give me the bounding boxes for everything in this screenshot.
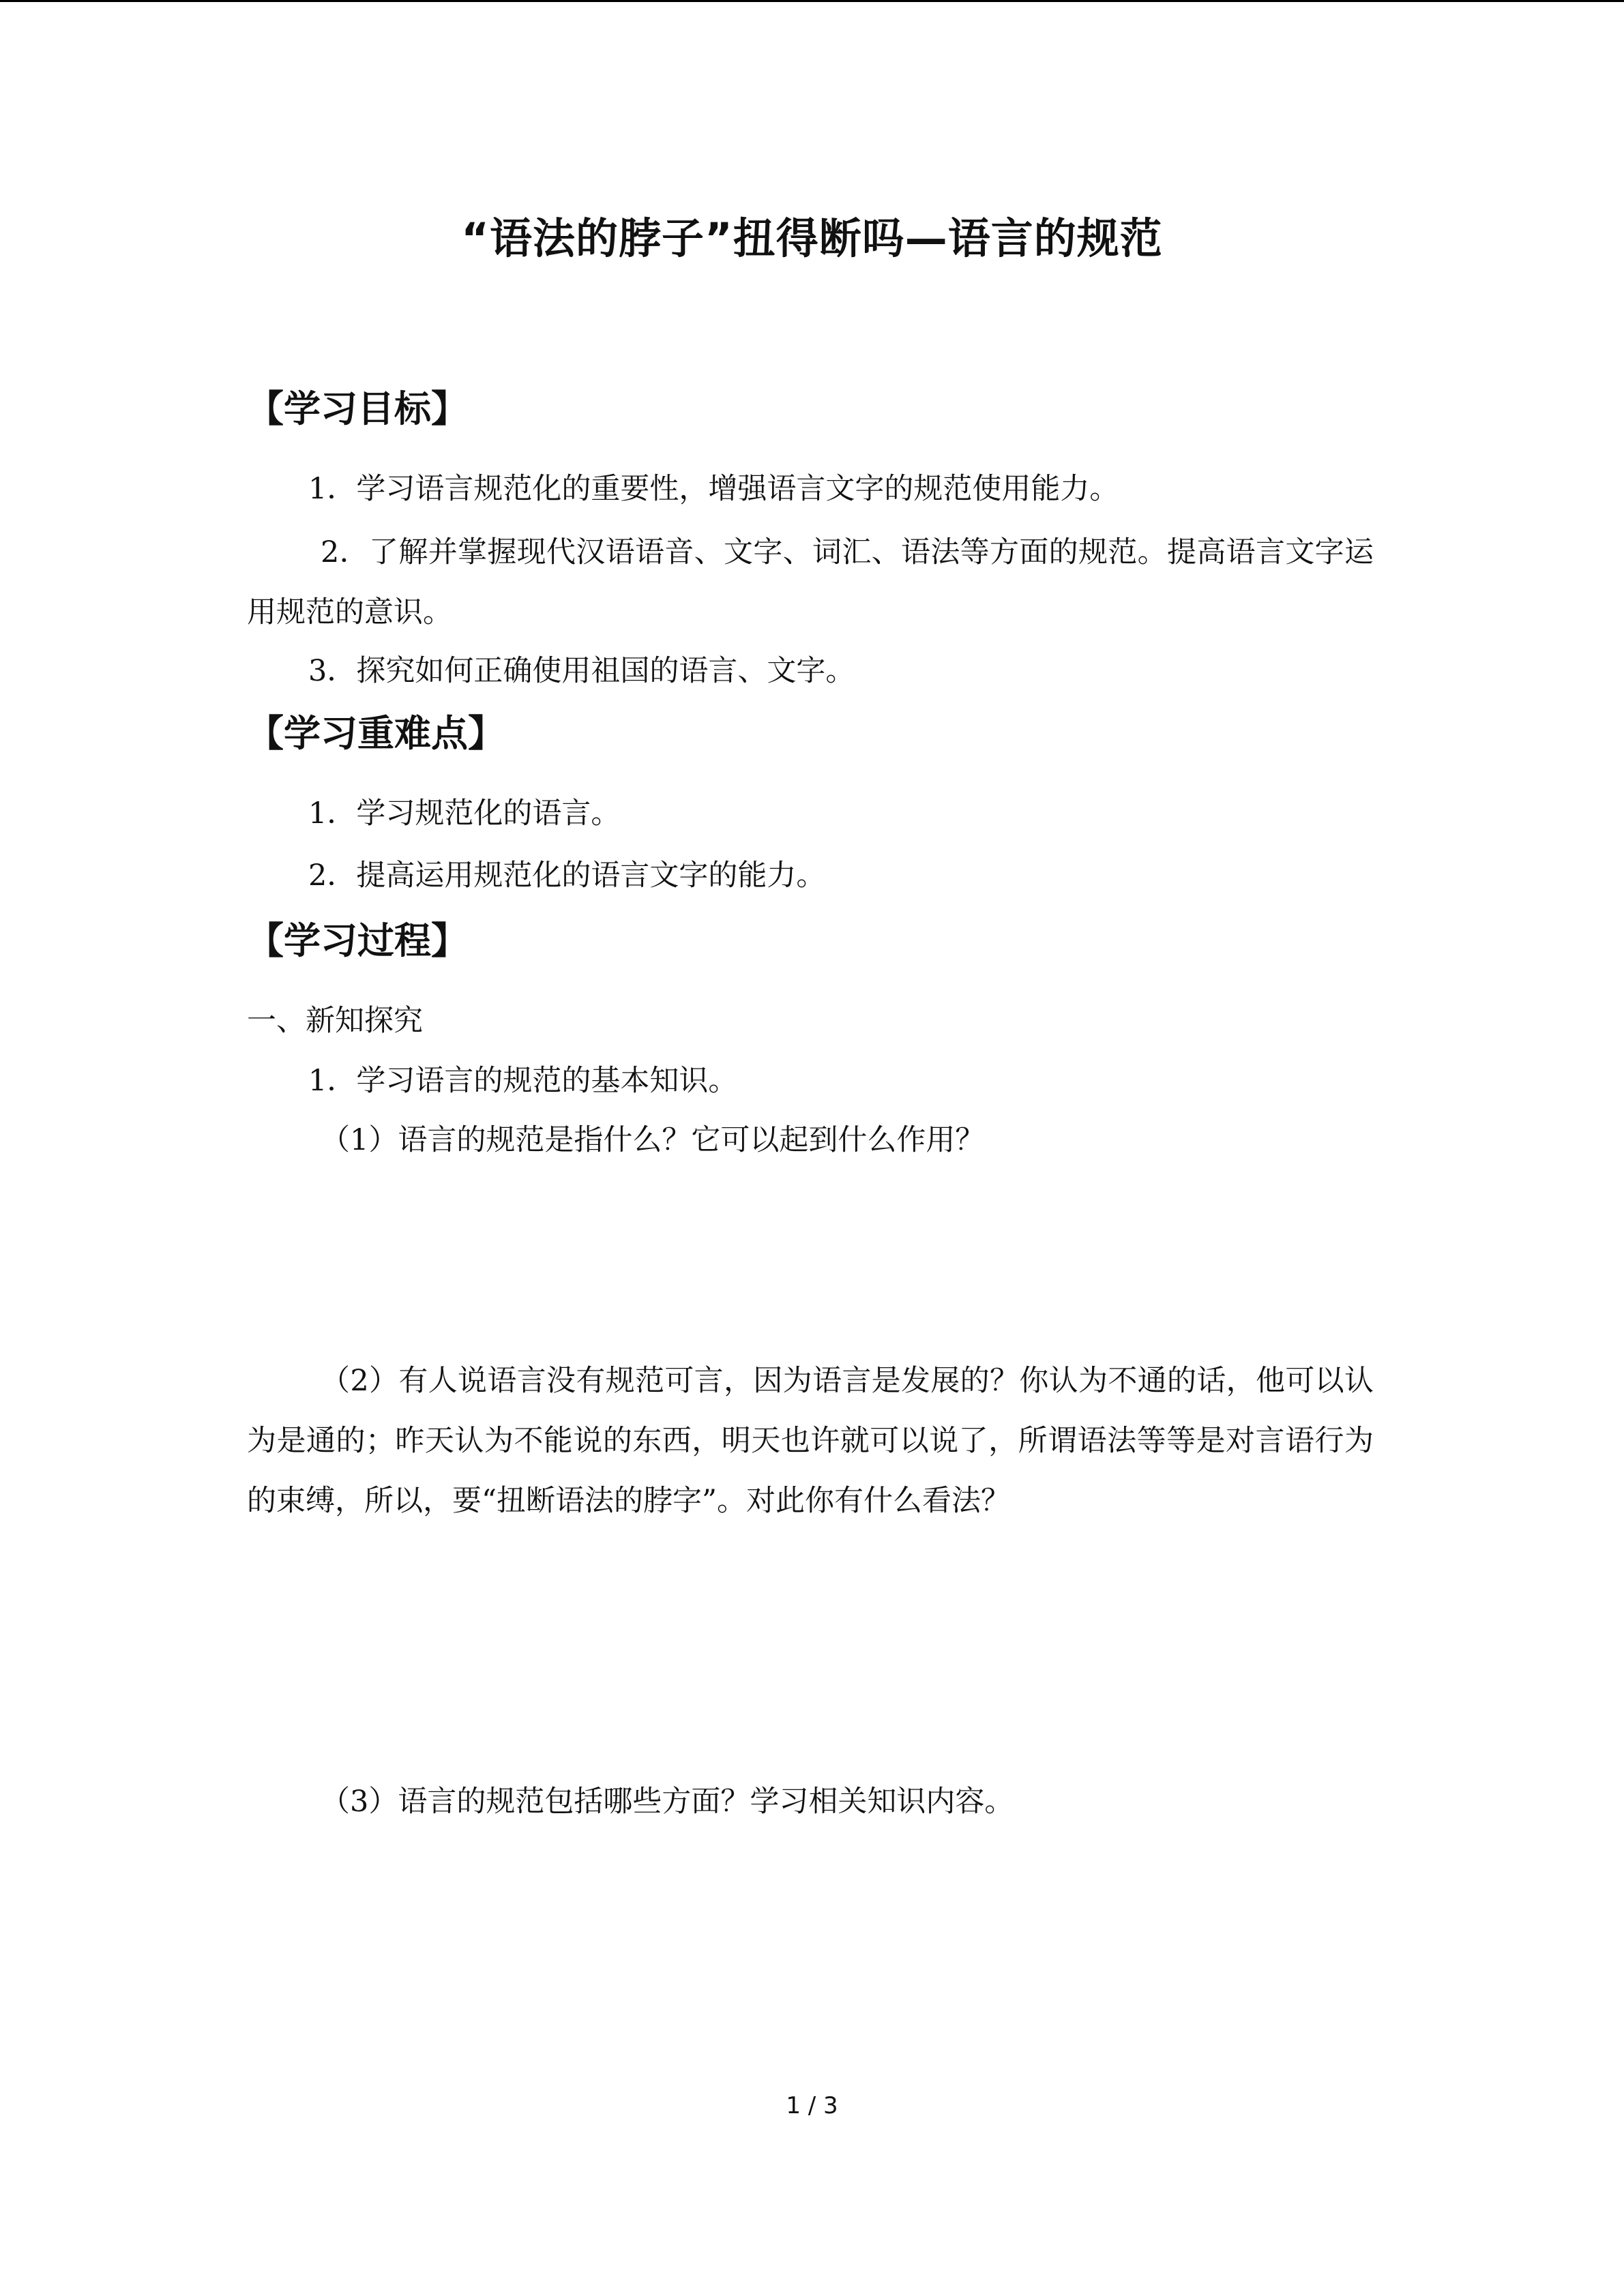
key-point-item-1: 1．学习规范化的语言。 [308, 796, 621, 831]
page-number: 1 / 3 [786, 2092, 838, 2119]
process-part-1: 一、新知探究 [247, 1004, 423, 1038]
question-2: （2）有人说语言没有规范可言，因为语言是发展的？你认为不通的话，他可以认为是通的；昨天认为不能说的东西，明天也许就可以说了，所谓语法等等是对言语行为的束缚，所以，要“扭断语法的脖字”。对此你有什么看法？ [247, 1364, 1374, 1518]
key-point-item-2: 2．提高运用规范化的语言文字的能力。 [308, 859, 826, 893]
question-1: （1）语言的规范是指什么？它可以起到什么作用？ [321, 1123, 985, 1157]
objective-item-3: 3．探究如何正确使用祖国的语言、文字。 [308, 654, 855, 688]
process-item-1: 1．学习语言的规范的基本知识。 [308, 1064, 738, 1098]
heading-objectives: 【学习目标】 [247, 387, 468, 430]
objective-item-1: 1．学习语言规范化的重要性，增强语言文字的规范使用能力。 [308, 472, 1119, 506]
objective-item-2: 2．了解并掌握现代汉语语音、文字、词汇、语法等方面的规范。提高语言文字运用规范的意识。 [247, 535, 1374, 629]
question-3: （3）语言的规范包括哪些方面？学习相关知识内容。 [321, 1785, 1014, 1819]
heading-process: 【学习过程】 [247, 919, 468, 962]
document-title: “语法的脖子”扭得断吗—语言的规范 [461, 213, 1163, 263]
heading-key-points: 【学习重难点】 [247, 712, 505, 755]
